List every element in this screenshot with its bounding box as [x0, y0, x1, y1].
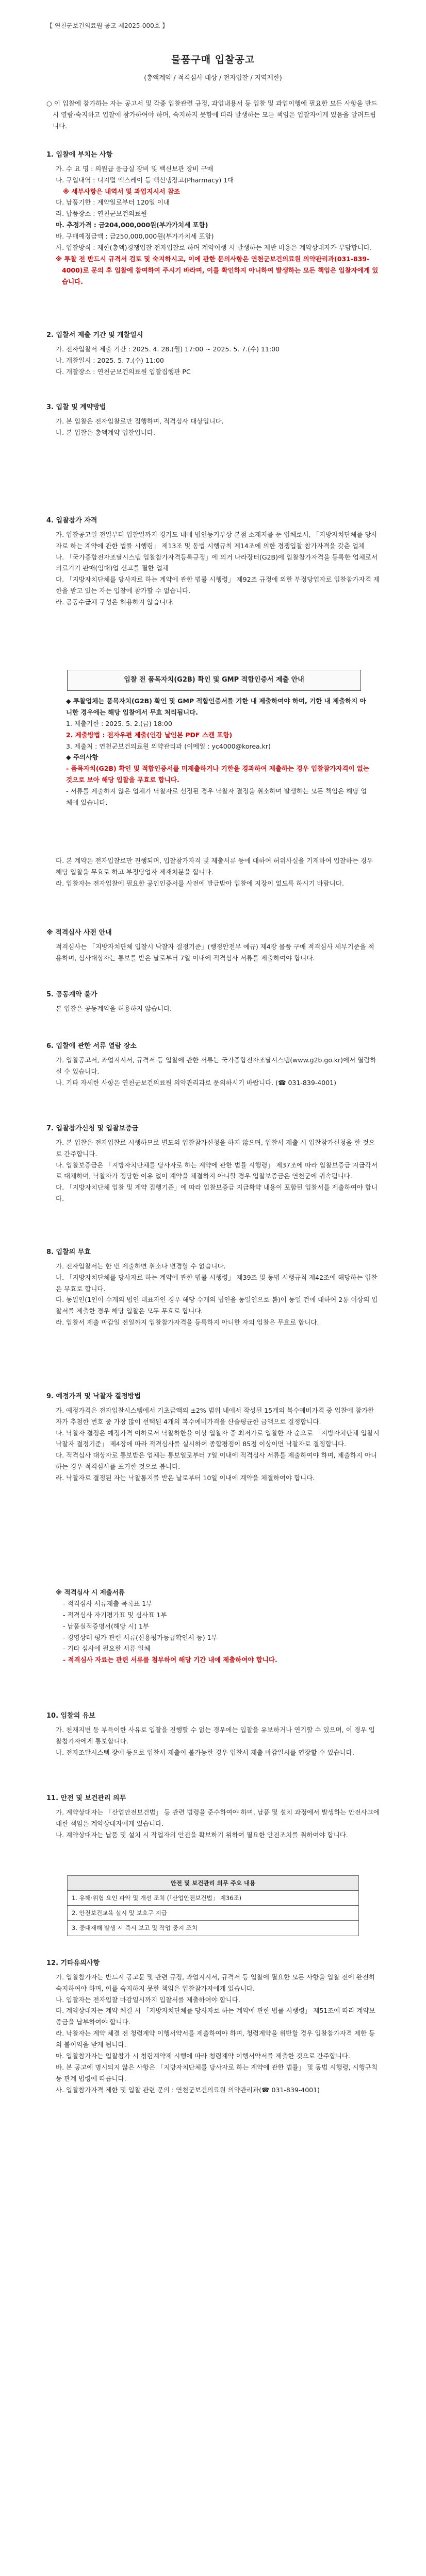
- section-line: ※ 투찰 전 반드시 규격서 검토 및 숙지하시고, 이에 관한 문의사항은 연천군보건의료원 의약관리과(031-839-4000)로 문의 후 입찰에 참여하여 주시기 바라며, 이를 확인하지 아니하여 발생하는 모든 책임은 입찰자에게 있습니다.: [56, 255, 379, 285]
- qual-item: ※ 적격심사 시 제출서류: [56, 1588, 125, 1596]
- section-line: 가. 예정가격은 전자입찰시스템에서 기초금액의 ±2% 범위 내에서 작성된 15개의 복수예비가격 중 입찰에 참가한 자가 추첨한 번호 중 가장 많이 선택된 4개의 복수예비가격을 산술평균한 금액으로 결정합니다.: [56, 1406, 374, 1426]
- section-heading: 4. 입찰참가 자격: [46, 517, 97, 524]
- section-9: [46, 1391, 380, 1484]
- section-line: 가. 전자입찰서는 한 번 제출하면 취소나 변경할 수 없습니다.: [56, 1262, 226, 1270]
- section-line: 가. 본 입찰은 전자입찰로 시행하므로 별도의 입찰참가신청을 하지 않으며, 입찰서 제출 시 입찰참가신청을 한 것으로 간주합니다.: [56, 1138, 375, 1158]
- notice-item: 1. 제출기한 : 2025. 5. 2.(금) 18:00: [66, 719, 172, 727]
- safety-table-row: 1. 유해·위험 요인 파악 및 개선 조치 (「산업안전보건법」 제36조): [68, 1891, 359, 1906]
- section-heading: 8. 입찰의 무효: [46, 1248, 91, 1256]
- section-line: 나. 기타 자세한 사항은 연천군보건의료원 의약관리과로 문의하시기 바랍니다. (☎ 031-839-4001): [56, 1078, 336, 1087]
- section-3: [46, 402, 380, 438]
- section-2: [46, 330, 380, 377]
- section-12: [46, 1958, 380, 2095]
- section-line: 바. 구매예정금액 : 금250,000,000원(부가가치세 포함): [56, 232, 214, 240]
- section-line: 나. 「국가종합전자조달시스템 입찰참가자격등록규정」에 의거 나라장터(G2B)에 입찰참가자격을 등록한 업체로서 의료기기 판매(임대)업 신고를 필한 업체: [56, 553, 378, 572]
- qual-item: - 적격심사 서류제출 목록표 1부: [63, 1599, 153, 1607]
- notice-box: 입찰 전 품목자치(G2B) 확인 및 GMP 적합인증서 제출 안내: [67, 670, 361, 691]
- section-line: 라. 낙찰자는 계약 체결 전 청렴계약 이행서약서를 제출하여야 하며, 청렴계약을 위반할 경우 입찰참가자격 제한 등의 불이익을 받게 됩니다.: [56, 2029, 375, 2048]
- section-line: 본 입찰은 공동계약을 허용하지 않습니다.: [56, 1004, 172, 1012]
- section-heading: ※ 적격심사 사전 안내: [46, 929, 112, 937]
- section-heading: 9. 예정가격 및 낙찰자 결정방법: [46, 1393, 141, 1400]
- section-line: 나. 구입내역 : 디지털 엑스레이 등 백신냉장고(Pharmacy) 1대: [56, 176, 234, 184]
- section-10: [46, 1710, 380, 1758]
- qual-item: - 적격심사 자료는 관련 서류를 첨부하여 해당 기간 내에 제출하여야 합니다.: [63, 1656, 277, 1664]
- section-line: 가. 전자입찰서 제출 기간 : 2025. 4. 28.(월) 17:00 ~ 2025. 5. 7.(수) 11:00: [56, 345, 280, 353]
- section-heading: 1. 입찰에 부치는 사항: [46, 151, 113, 159]
- section-line: 나. 전자조달시스템 장애 등으로 입찰서 제출이 불가능한 경우 입찰서 제출 마감일시를 연장할 수 있습니다.: [56, 1748, 354, 1756]
- section-line: 적격심사는 「지방자치단체 입찰시 낙찰자 결정기준」(행정안전부 예규) 제4장 물품 구매 적격심사 세부기준을 적용하며, 심사대상자는 통보를 받은 날로부터 7일 이내에 적격심사 서류를 제출하여야 합니다.: [56, 942, 374, 962]
- section-line: 다. 적격심사 대상자로 통보받은 업체는 통보일로부터 7일 이내에 적격심사 서류를 제출하여야 하며, 제출하지 아니하는 경우 적격심사를 포기한 것으로 봅니다.: [56, 1451, 378, 1471]
- section-5: [46, 989, 380, 1014]
- section-4: [46, 515, 380, 608]
- section-heading: 6. 입찰에 관한 서류 열람 장소: [46, 1042, 137, 1050]
- section-line: 다. 개찰장소 : 연천군보건의료원 입찰집행관 PC: [56, 367, 191, 376]
- safety-table-head: 안전 및 보건관리 의무 주요 내용: [68, 1876, 359, 1891]
- qualification-docs: [46, 1587, 380, 1666]
- section-line: 사. 입찰방식 : 제한(총액)경쟁입찰 전자입찰로 하며 계약이행 시 발생하는 제반 비용은 계약상대자가 부담합니다.: [56, 243, 372, 251]
- notice-item: - 서류를 제출하지 않은 업체가 낙찰자로 선정된 경우 낙찰자 결정을 취소하며 발생하는 모든 책임은 해당 업체에 있습니다.: [66, 787, 367, 806]
- section-8: [46, 1247, 380, 1328]
- section-line: ※ 세부사항은 내역서 및 과업지시서 참조: [63, 187, 181, 195]
- intro: [46, 98, 380, 132]
- section-line: 가. 입찰참가자는 반드시 공고문 및 관련 규정, 과업지시서, 규격서 등 입찰에 필요한 모든 사항을 입찰 전에 완전히 숙지하여야 하며, 이를 숙지하지 못한 책임은 입찰참가자에게 있습니다.: [56, 1973, 375, 1992]
- notice-item: 3. 제출처 : 연천군보건의료원 의약관리과 (이메일 : yc4000@korea.kr): [66, 742, 271, 750]
- qual-item: - 납품실적증명서(해당 시) 1부: [63, 1622, 149, 1630]
- section-line: 가. 본 입찰은 전자입찰로만 집행하며, 적격심사 대상입니다.: [56, 417, 224, 425]
- intro-text: ○ 이 입찰에 참가하는 자는 공고서 및 각종 입찰관련 규정, 과업내용서 등 입찰 및 과업이행에 필요한 모든 사항을 반드시 열람·숙지하고 입찰에 참가하여야 하며, 숙지하지 못함에 따라 발생하는 모든 책임은 입찰자에게 있음을 알려드립니다.: [46, 99, 378, 130]
- safety-table-row: 3. 중대재해 발생 시 즉시 보고 및 작업 중지 조치: [68, 1921, 359, 1936]
- section-11: [46, 1793, 380, 1840]
- section-line: 나. 입찰자는 전자입찰 마감일시까지 입찰서를 제출하여야 합니다.: [56, 1995, 240, 2004]
- section-line: 가. 천재지변 등 부득이한 사유로 입찰을 진행할 수 없는 경우에는 입찰을 유보하거나 연기할 수 있으며, 이 경우 입찰참가자에게 통보합니다.: [56, 1725, 375, 1745]
- section-line: 가. 입찰공고서, 과업지시서, 규격서 등 입찰에 관한 서류는 국가종합전자조달시스템(www.g2b.go.kr)에서 열람하실 수 있습니다.: [56, 1056, 376, 1075]
- section-line: 다. 「지방자치단체를 당사자로 하는 계약에 관한 법률 시행령」 제92조 규정에 의한 부정당업자로 입찰참가자격 제한을 받고 있는 자는 입찰에 참가할 수 없습니다.: [56, 575, 380, 595]
- notice-item: ◆ 주의사항: [66, 753, 99, 761]
- section-heading: 10. 입찰의 유보: [46, 1712, 95, 1720]
- section-line: 다. 본 계약은 전자입찰로만 진행되며, 입찰참가자격 및 제출서류 등에 대하여 허위사실을 기재하여 입찰하는 경우 해당 입찰을 무효로 하고 부정당업자 제재처분을 합니다.: [56, 857, 373, 876]
- section-line: 라. 낙찰자로 결정된 자는 낙찰통지를 받은 날로부터 10일 이내에 계약을 체결하여야 합니다.: [56, 1474, 315, 1482]
- section-line: 라. 납품장소 : 연천군보건의료원: [56, 210, 148, 218]
- safety-table-row: 2. 안전보건교육 실시 및 보호구 지급: [68, 1906, 359, 1921]
- section-line: 나. 계약상대자는 납품 및 설치 시 작업자의 안전을 확보하기 위하여 필요한 안전조치를 취하여야 합니다.: [56, 1831, 348, 1839]
- notice-item: ◆ 투찰업체는 품목자치(G2B) 확인 및 GMP 적합인증서를 기한 내 제출하여야 하며, 기한 내 제출하지 아니한 경우에는 해당 입찰에서 무효 처리됩니다.: [66, 697, 366, 716]
- section-line: 나. 개찰일시 : 2025. 5. 7.(수) 11:00: [56, 356, 164, 364]
- section-1: [46, 149, 380, 287]
- section-line: 마. 입찰참가자는 입찰참가 시 청렴계약제 시행에 따라 청렴계약 이행서약서를 제출한 것으로 간주합니다.: [56, 2052, 350, 2060]
- section-line: 가. 입찰공고일 전일부터 입찰일까지 경기도 내에 법인등기부상 본점 소재지를 둔 업체로서, 「지방자치단체를 당사자로 하는 계약에 관한 법률 시행령」 제13조 및 동법 시행규칙 제14조에 의한 경쟁입찰 참가자격을 갖춘 업체: [56, 530, 378, 550]
- section-line: 다. 납품기한 : 계약일로부터 120일 이내: [56, 198, 170, 207]
- section-line: 다. 동일인(1인이 수개의 법인 대표자인 경우 해당 수개의 법인을 동일인으로 봄)이 동일 건에 대하여 2통 이상의 입찰서를 제출한 경우 해당 입찰은 모두 무효로 합니다.: [56, 1296, 378, 1315]
- document-subtitle: (총액계약 / 적격심사 대상 / 전자입찰 / 지역제한): [144, 74, 282, 81]
- notice-item: 2. 제출방법 : 전자우편 제출(인감 날인본 PDF 스캔 포함): [66, 731, 233, 739]
- section-heading: 7. 입찰참가신청 및 입찰보증금: [46, 1125, 139, 1132]
- section-line: 사. 입찰참가자격 제한 및 입찰 관련 문의 : 연천군보건의료원 의약관리과(☎ 031-839-4001): [56, 2086, 320, 2094]
- notice-item: - 품목자치(G2B) 확인 및 적합인증서를 미제출하거나 기한을 경과하여 제출하는 경우 입찰참가자격이 없는 것으로 보아 해당 입찰을 무효로 합니다.: [66, 765, 370, 784]
- section-heading: 11. 안전 및 보건관리 의무: [46, 1794, 126, 1802]
- section-6: [46, 1041, 380, 1088]
- section-heading: 5. 공동계약 불가: [46, 991, 97, 998]
- section-line: 나. 본 입찰은 총액계약 입찰입니다.: [56, 428, 155, 436]
- qualification-notice: [46, 927, 380, 964]
- section-line: 나. 입찰보증금은 「지방자치단체를 당사자로 하는 계약에 관한 법률 시행령」 제37조에 따라 입찰보증금 지급각서로 대체하며, 낙찰자가 정당한 이유 없이 계약을 체결하지 아니할 경우 입찰보증금은 연천군에 귀속됩니다.: [56, 1161, 378, 1180]
- section-line: 다. 계약상대자는 계약 체결 시 「지방자치단체를 당사자로 하는 계약에 관한 법률 시행령」 제51조에 따라 계약보증금을 납부하여야 합니다.: [56, 2007, 375, 2026]
- safety-table: [67, 1875, 359, 1936]
- qual-item: - 경영상태 평가 관련 서류(신용평가등급확인서 등) 1부: [63, 1633, 218, 1641]
- header-note: 【 연천군보건의료원 공고 제2025-000호 】: [46, 22, 169, 29]
- section-line: 바. 본 공고에 명시되지 않은 사항은 「지방자치단체를 당사자로 하는 계약에 관한 법률」 및 동법 시행령, 시행규칙 등 관계 법령에 따릅니다.: [56, 2063, 378, 2082]
- section-line: 라. 입찰서 제출 마감일 전일까지 입찰참가자격을 등록하지 아니한 자의 입찰은 무효로 합니다.: [56, 1318, 319, 1327]
- section-heading: 3. 입찰 및 계약방법: [46, 403, 106, 411]
- section-line: 마. 추정가격 : 금204,000,000원(부가가치세 포함): [56, 221, 208, 229]
- document-title: 물품구매 입찰공고: [171, 54, 255, 65]
- section-heading: 2. 입찰서 제출 기간 및 개찰일시: [46, 331, 143, 339]
- section-line: 다. 「지방자치단체 입찰 및 계약 집행기준」에 따라 입찰보증금 지급확약 내용이 포함된 입찰서를 제출하여야 합니다.: [56, 1183, 378, 1203]
- section-line: 라. 공동수급체 구성은 허용하지 않습니다.: [56, 598, 174, 606]
- qual-item: - 기타 심사에 필요한 서류 일체: [63, 1645, 151, 1653]
- notice-items: [57, 696, 371, 808]
- qual-item: - 적격심사 자기평가표 및 심사표 1부: [63, 1611, 167, 1619]
- section-line: 나. 「지방자치단체를 당사자로 하는 계약에 관한 법률 시행령」 제39조 및 동법 시행규칙 제42조에 해당하는 입찰은 무효로 합니다.: [56, 1273, 378, 1293]
- section-line: 라. 입찰자는 전자입찰에 필요한 공인인증서를 사전에 발급받아 입찰에 지장이 없도록 하시기 바랍니다.: [56, 879, 344, 887]
- section-line: 가. 계약상대자는 「산업안전보건법」 등 관련 법령을 준수하여야 하며, 납품 및 설치 과정에서 발생하는 안전사고에 대한 책임은 계약상대자에게 있습니다.: [56, 1808, 380, 1827]
- section-line: 가. 수 요 명 : 의원급 응급실 장비 및 백신보관 장비 구매: [56, 164, 214, 173]
- section-line: 나. 낙찰자 결정은 예정가격 이하로서 낙찰하한율 이상 입찰자 중 최저가로 입찰한 자 순으로 「지방자치단체 입찰시 낙찰자 결정기준」 제4장에 따라 적격심사를 실시하여 종합평점이 85점 이상이면 낙찰자로 결정합니다.: [56, 1429, 380, 1448]
- section-heading: 12. 기타유의사항: [46, 1959, 100, 1967]
- section-4-continued: [46, 855, 380, 889]
- section-7: [46, 1123, 380, 1205]
